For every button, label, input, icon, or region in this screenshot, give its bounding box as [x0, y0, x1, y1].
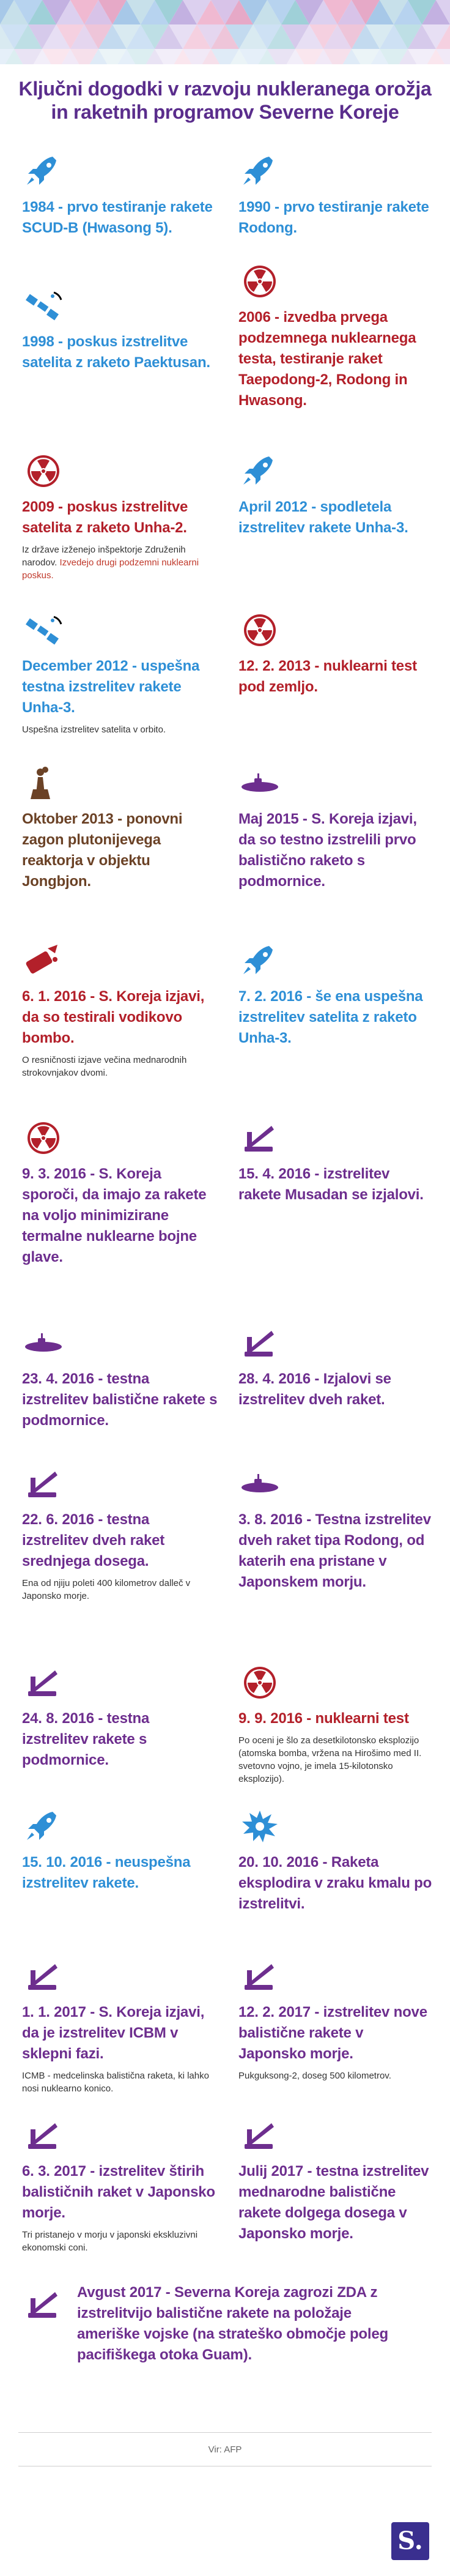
event-note: Uspešna izstrelitev satelita v orbito. [22, 724, 166, 735]
event-heading: Julij 2017 - testna izstrelitev mednarodne balistične rakete dolgega dosega v Japonsko morje. [238, 2163, 429, 2242]
event-heading: 12. 2. 2017 - izstrelitev nove balistične rakete v Japonsko morje. [238, 2004, 427, 2062]
event-heading: Avgust 2017 - Severna Koreja zagrozi ZDA z izstrelitvijo balistične rakete na položaje ameriške vojske (na strateško območje poleg pacifiškega otoka Guam). [77, 2284, 388, 2363]
explosion-icon [238, 1808, 281, 1845]
event-note: Po oceni je šlo za desetkilotonsko eksplozijo (atomska bomba, vržena na Hirošimo med II. svetovno vojno, je imela 15-kilotonsko eksplozijo). [238, 1735, 422, 1784]
radiation-icon [238, 612, 281, 649]
event-2013-test [238, 612, 434, 698]
title-line-1: Ključni dogodki v razvoju nukleranega orožja [18, 78, 432, 100]
launcher-icon [22, 1465, 65, 1502]
event-2016-08-24 [22, 1664, 218, 1771]
submarine-icon [22, 1325, 65, 1361]
event-december-2012 [22, 612, 218, 736]
event-avgust-2017 [22, 2282, 401, 2366]
event-heading: Oktober 2013 - ponovni zagon plutonijevega reaktorja v objektu Jongbjon. [22, 811, 183, 890]
event-1990 [238, 153, 434, 239]
event-heading: 23. 4. 2016 - testna izstrelitev balistične rakete s podmornice. [22, 1371, 218, 1429]
rocket-icon [22, 153, 65, 190]
event-heading: 1998 - poskus izstrelitve satelita z raketo Paektusan. [22, 333, 210, 371]
event-1998 [22, 288, 218, 373]
event-heading: 24. 8. 2016 - testna izstrelitev rakete s podmornice. [22, 1710, 150, 1768]
rocket-icon [22, 1808, 65, 1845]
event-2016-04-15 [238, 1120, 434, 1205]
factory-icon [22, 765, 65, 802]
triangle-pattern [0, 0, 450, 64]
event-2016-02-07 [238, 942, 434, 1049]
event-2016-10-20 [238, 1808, 434, 1915]
divider-top [18, 2432, 432, 2433]
event-heading: December 2012 - uspešna testna izstrelitev rakete Unha-3. [22, 658, 200, 716]
launcher-icon [238, 1120, 281, 1156]
event-2017-01-01 [22, 1958, 218, 2095]
radiation-icon [22, 1120, 65, 1156]
event-2016-06-22 [22, 1465, 218, 1603]
event-heading: 20. 10. 2016 - Raketa eksplodira v zraku kmalu po izstrelitvi. [238, 1854, 432, 1912]
event-2016-04-23 [22, 1325, 218, 1431]
event-2016-09-09 [238, 1664, 434, 1785]
event-heading: 1990 - prvo testiranje rakete Rodong. [238, 199, 429, 236]
satellite-icon [22, 288, 65, 324]
rocket-icon [238, 153, 281, 190]
launcher-icon [238, 1958, 281, 1995]
triangle-pattern-banner [0, 0, 450, 64]
event-note: Pukguksong-2, doseg 500 kilometrov. [238, 2071, 391, 2081]
event-heading: 1. 1. 2017 - S. Koreja izjavi, da je izstrelitev ICBM v sklepni fazi. [22, 2004, 205, 2062]
event-note: ICMB - medcelinska balistična raketa, ki lahko nosi nuklearno konico. [22, 2071, 209, 2094]
event-heading: 15. 10. 2016 - neuspešna izstrelitev rakete. [22, 1854, 191, 1891]
event-2016-04-28 [238, 1325, 434, 1410]
launcher-icon [22, 2117, 65, 2154]
event-1984 [22, 153, 218, 239]
radiation-icon [238, 1664, 281, 1701]
event-heading: 6. 3. 2017 - izstrelitev štirih balističnih raket v Japonsko morje. [22, 2163, 215, 2221]
event-heading: 1984 - prvo testiranje rakete SCUD-B (Hwasong 5). [22, 199, 213, 236]
event-note: O resničnosti izjave večina mednarodnih strokovnjakov dvomi. [22, 1055, 187, 1078]
publisher-logo: S. [391, 2522, 429, 2560]
launcher-icon [22, 1664, 65, 1701]
bomb-icon [22, 942, 65, 979]
launcher-icon [238, 2117, 281, 2154]
event-heading: 12. 2. 2013 - nuklearni test pod zemljo. [238, 658, 417, 695]
event-2016-08-03 [238, 1465, 434, 1593]
rocket-icon [238, 453, 281, 490]
event-2016-10-15 [22, 1808, 218, 1894]
event-heading: April 2012 - spodletela izstrelitev rakete Unha-3. [238, 499, 408, 536]
source-credit: Vir: AFP [208, 2444, 242, 2455]
event-heading: 15. 4. 2016 - izstrelitev rakete Musadan se izjalovi. [238, 1166, 424, 1203]
event-heading: Maj 2015 - S. Koreja izjavi, da so testno izstrelili prvo balistično raketo s podmornice. [238, 811, 417, 890]
satellite-icon [22, 612, 65, 649]
event-julij-2017 [238, 2117, 434, 2244]
event-2016-03-09 [22, 1120, 218, 1268]
event-2006 [238, 263, 434, 411]
event-oktober-2013 [22, 765, 218, 892]
event-heading: 3. 8. 2016 - Testna izstrelitev dveh raket tipa Rodong, od katerih ena pristane v Japonskem morju. [238, 1511, 431, 1590]
event-2009 [22, 453, 218, 582]
event-note [22, 543, 218, 582]
title-line-2: in raketnih programov Severne Koreje [51, 101, 399, 123]
radiation-icon [22, 453, 65, 490]
submarine-icon [238, 765, 281, 802]
launcher-icon [22, 2286, 65, 2323]
note-highlight: Izvedejo drugi podzemni nuklearni poskus. [22, 557, 199, 581]
event-2016-01-06 [22, 942, 218, 1079]
rocket-icon [238, 942, 281, 979]
radiation-icon [238, 263, 281, 300]
event-2017-02-12 [238, 1958, 434, 2082]
event-heading: 9. 9. 2016 - nuklearni test [238, 1710, 409, 1727]
event-2017-03-06 [22, 2117, 218, 2254]
event-heading: 7. 2. 2016 - še ena uspešna izstrelitev satelita z raketo Unha-3. [238, 988, 423, 1046]
event-note: Ena od njiju poleti 400 kilometrov dalleč v Japonsko morje. [22, 1578, 191, 1601]
event-maj-2015 [238, 765, 434, 892]
event-heading: 9. 3. 2016 - S. Koreja sporoči, da imajo za rakete na voljo minimizirane termalne nuklearne bojne glave. [22, 1166, 207, 1265]
event-heading: 6. 1. 2016 - S. Koreja izjavi, da so testirali vodikovo bombo. [22, 988, 205, 1046]
submarine-icon [238, 1465, 281, 1502]
event-heading: 2006 - izvedba prvega podzemnega nuklearnega testa, testiranje raket Taepodong-2, Rodong in Hwasong. [238, 309, 416, 409]
note-text: Iz države izženejo inšpektorje Združenih narodov. [22, 545, 186, 568]
event-heading: 2009 - poskus izstrelitve satelita z raketo Unha-2. [22, 499, 188, 536]
page-title [18, 77, 432, 124]
event-april-2012 [238, 453, 434, 538]
event-heading: 28. 4. 2016 - Izjalovi se izstrelitev dveh raket. [238, 1371, 391, 1408]
launcher-icon [238, 1325, 281, 1361]
event-note: Tri pristanejo v morju v japonski ekskluzivni ekonomski coni. [22, 2230, 198, 2253]
launcher-icon [22, 1958, 65, 1995]
event-heading: 22. 6. 2016 - testna izstrelitev dveh raket srednjega dosega. [22, 1511, 165, 1569]
